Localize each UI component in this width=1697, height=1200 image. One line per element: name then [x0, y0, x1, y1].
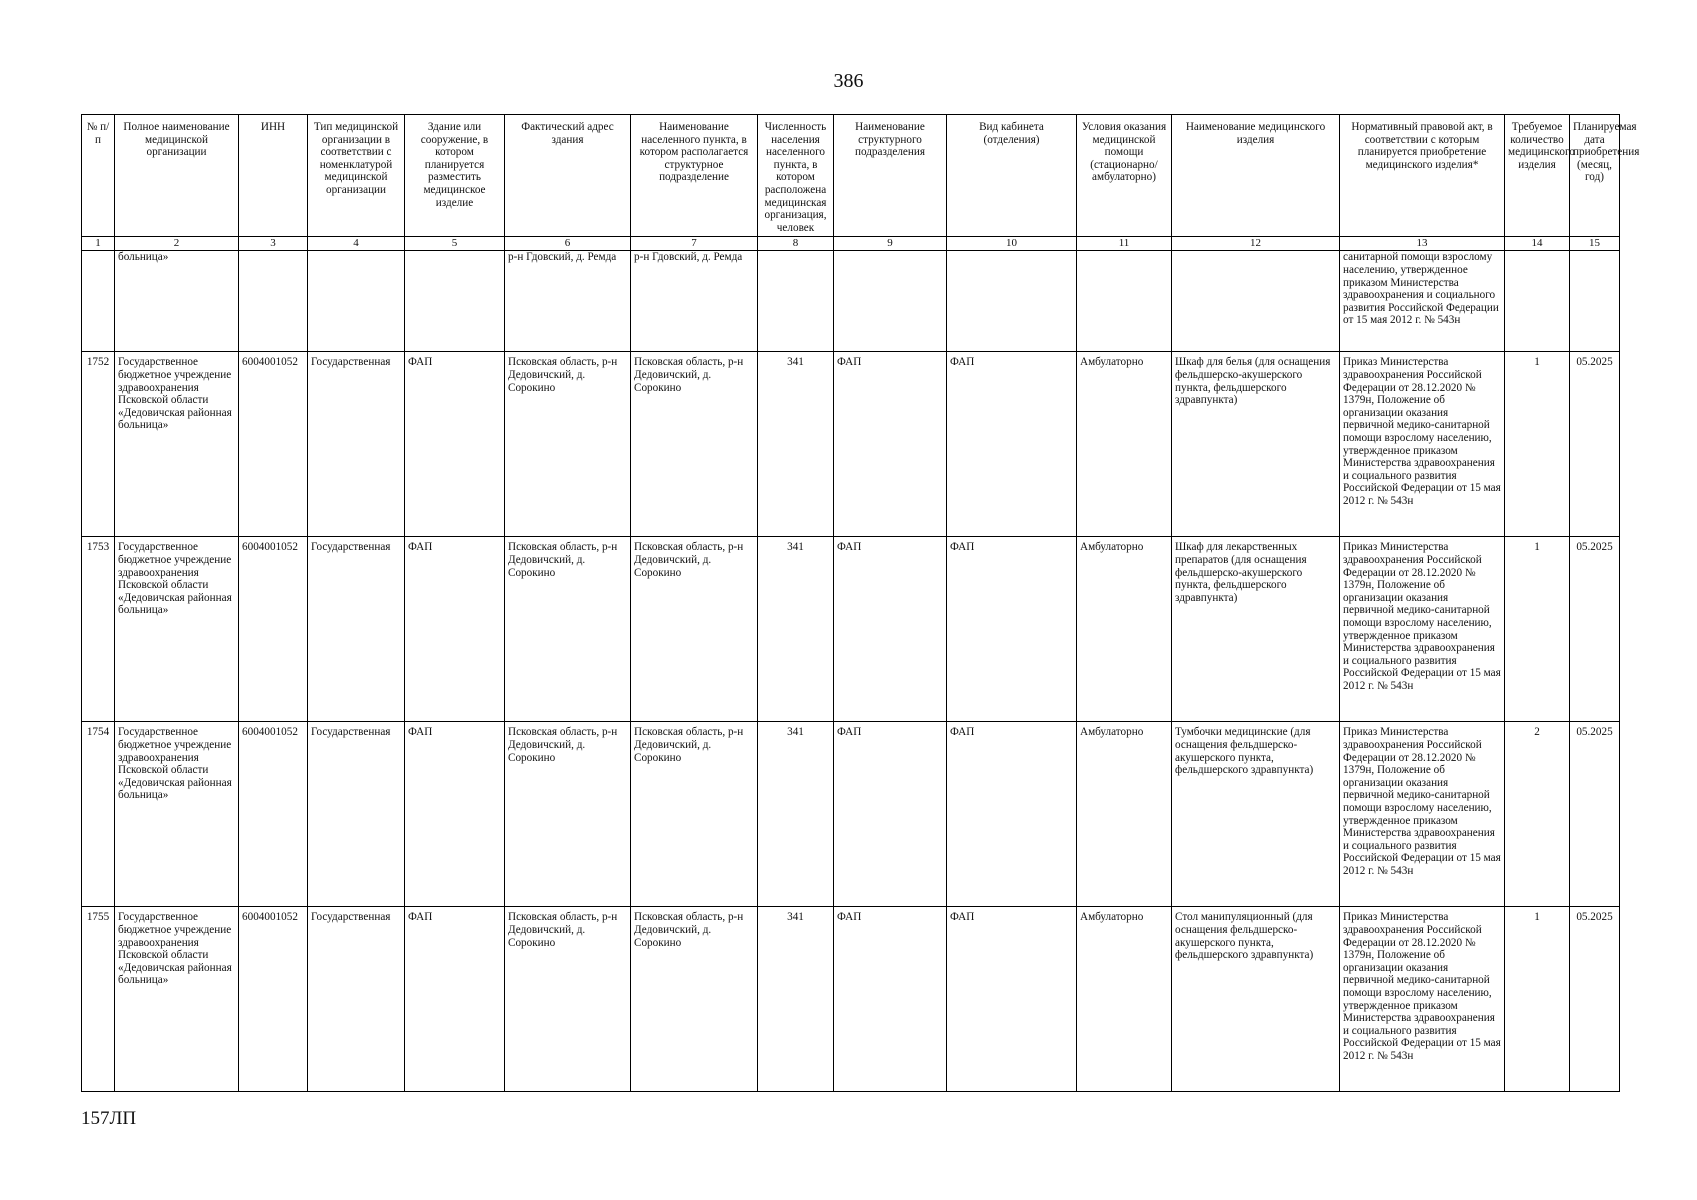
- cell-cabinet: [947, 251, 1077, 352]
- column-number: 15: [1570, 237, 1620, 251]
- cell-qty: 1: [1505, 907, 1570, 1092]
- cell-device: [1172, 251, 1340, 352]
- cell-cabinet: ФАП: [947, 352, 1077, 537]
- cell-unit: ФАП: [834, 352, 947, 537]
- column-number: 8: [758, 237, 834, 251]
- cell-num: 1754: [82, 722, 115, 907]
- cell-org: больница»: [115, 251, 239, 352]
- cell-num: 1755: [82, 907, 115, 1092]
- col-header: Здание или сооружение, в котором планируется разместить медицинское изделие: [405, 115, 505, 237]
- col-header: Фактический адрес здания: [505, 115, 631, 237]
- cell-population: 341: [758, 352, 834, 537]
- cell-inn: 6004001052: [239, 907, 308, 1092]
- cell-act: Приказ Министерства здравоохранения Российской Федерации от 28.12.2020 № 1379н, Положение об организации оказания первичной медико-санитарной помощи взрослому населению, утвержденное приказом Министерства здравоохранения и социального развития Российской Федерации от 15 мая 2012 г. № 543н: [1340, 537, 1505, 722]
- col-header: № п/п: [82, 115, 115, 237]
- cell-cabinet: ФАП: [947, 537, 1077, 722]
- cell-settlement: Псковская область, р-н Дедовичский, д. Сорокино: [631, 352, 758, 537]
- column-number: 14: [1505, 237, 1570, 251]
- cell-building: ФАП: [405, 907, 505, 1092]
- column-number: 4: [308, 237, 405, 251]
- cell-population: [758, 251, 834, 352]
- col-header: Требуемое количество медицинского изделия: [1505, 115, 1570, 237]
- col-header: Тип медицинской организации в соответствии с номенклатурой медицинской организации: [308, 115, 405, 237]
- cell-conditions: Амбулаторно: [1077, 907, 1172, 1092]
- cell-population: 341: [758, 907, 834, 1092]
- continuation-row: [82, 251, 1620, 352]
- cell-unit: ФАП: [834, 537, 947, 722]
- header-row: [82, 115, 1620, 237]
- cell-type: Государственная: [308, 537, 405, 722]
- cell-inn: 6004001052: [239, 537, 308, 722]
- cell-unit: ФАП: [834, 722, 947, 907]
- cell-inn: 6004001052: [239, 722, 308, 907]
- cell-org: Государственное бюджетное учреждение здравоохранения Псковской области «Дедовичская районная больница»: [115, 907, 239, 1092]
- cell-population: 341: [758, 722, 834, 907]
- column-number: 11: [1077, 237, 1172, 251]
- cell-device: Шкаф для лекарственных препаратов (для оснащения фельдшерско-акушерского пункта, фельдшерского здравпункта): [1172, 537, 1340, 722]
- footer-code: 157ЛП: [81, 1108, 137, 1129]
- cell-conditions: Амбулаторно: [1077, 537, 1172, 722]
- cell-inn: 6004001052: [239, 352, 308, 537]
- cell-type: Государственная: [308, 722, 405, 907]
- cell-cabinet: ФАП: [947, 907, 1077, 1092]
- cell-act: Приказ Министерства здравоохранения Российской Федерации от 28.12.2020 № 1379н, Положение об организации оказания первичной медико-санитарной помощи взрослому населению, утвержденное приказом Министерства здравоохранения и социального развития Российской Федерации от 15 мая 2012 г. № 543н: [1340, 907, 1505, 1092]
- column-number: 12: [1172, 237, 1340, 251]
- page-number: 386: [833, 70, 864, 92]
- cell-unit: [834, 251, 947, 352]
- cell-building: ФАП: [405, 722, 505, 907]
- column-number: 1: [82, 237, 115, 251]
- cell-inn: [239, 251, 308, 352]
- column-number: 13: [1340, 237, 1505, 251]
- cell-conditions: [1077, 251, 1172, 352]
- cell-qty: 1: [1505, 537, 1570, 722]
- cell-address: р-н Гдовский, д. Ремда: [505, 251, 631, 352]
- cell-date: 05.2025: [1570, 352, 1620, 537]
- cell-date: 05.2025: [1570, 907, 1620, 1092]
- cell-date: 05.2025: [1570, 537, 1620, 722]
- column-number: 9: [834, 237, 947, 251]
- cell-type: [308, 251, 405, 352]
- col-header: Планируемая дата приобретения (месяц, год): [1570, 115, 1620, 237]
- cell-building: ФАП: [405, 537, 505, 722]
- cell-qty: 1: [1505, 352, 1570, 537]
- procurement-table: [81, 114, 1640, 1092]
- col-header: Наименование населенного пункта, в котором располагается структурное подразделение: [631, 115, 758, 237]
- cell-address: Псковская область, р-н Дедовичский, д. Сорокино: [505, 722, 631, 907]
- cell-num: 1753: [82, 537, 115, 722]
- column-number: 7: [631, 237, 758, 251]
- cell-type: Государственная: [308, 352, 405, 537]
- table-row: [82, 722, 1620, 907]
- cell-address: Псковская область, р-н Дедовичский, д. Сорокино: [505, 907, 631, 1092]
- cell-num: 1752: [82, 352, 115, 537]
- column-number: 3: [239, 237, 308, 251]
- cell-num: [82, 251, 115, 352]
- col-header: Наименование медицинского изделия: [1172, 115, 1340, 237]
- cell-org: Государственное бюджетное учреждение здравоохранения Псковской области «Дедовичская районная больница»: [115, 722, 239, 907]
- cell-type: Государственная: [308, 907, 405, 1092]
- cell-cabinet: ФАП: [947, 722, 1077, 907]
- cell-conditions: Амбулаторно: [1077, 352, 1172, 537]
- column-number: 6: [505, 237, 631, 251]
- cell-population: 341: [758, 537, 834, 722]
- cell-settlement: Псковская область, р-н Дедовичский, д. Сорокино: [631, 722, 758, 907]
- cell-device: Шкаф для белья (для оснащения фельдшерско-акушерского пункта, фельдшерского здравпункта): [1172, 352, 1340, 537]
- col-header: Полное наименование медицинской организации: [115, 115, 239, 237]
- cell-date: [1570, 251, 1620, 352]
- col-header: Вид кабинета (отделения): [947, 115, 1077, 237]
- cell-building: ФАП: [405, 352, 505, 537]
- cell-qty: [1505, 251, 1570, 352]
- col-header: Наименование структурного подразделения: [834, 115, 947, 237]
- cell-qty: 2: [1505, 722, 1570, 907]
- col-header: Нормативный правовой акт, в соответствии с которым планируется приобретение медицинского изделия*: [1340, 115, 1505, 237]
- cell-device: Стол манипуляционный (для оснащения фельдшерско-акушерского пункта, фельдшерского здравпункта): [1172, 907, 1340, 1092]
- table-row: [82, 907, 1620, 1092]
- col-header: Численность населения населенного пункта, в котором расположена медицинская организация, человек: [758, 115, 834, 237]
- cell-address: Псковская область, р-н Дедовичский, д. Сорокино: [505, 352, 631, 537]
- cell-unit: ФАП: [834, 907, 947, 1092]
- column-number: 2: [115, 237, 239, 251]
- table-row: [82, 537, 1620, 722]
- cell-act: Приказ Министерства здравоохранения Российской Федерации от 28.12.2020 № 1379н, Положение об организации оказания первичной медико-санитарной помощи взрослому населению, утвержденное приказом Министерства здравоохранения и социального развития Российской Федерации от 15 мая 2012 г. № 543н: [1340, 352, 1505, 537]
- cell-act: санитарной помощи взрослому населению, утвержденное приказом Министерства здравоохранения и социального развития Российской Федерации от 15 мая 2012 г. № 543н: [1340, 251, 1505, 352]
- column-number: 5: [405, 237, 505, 251]
- cell-date: 05.2025: [1570, 722, 1620, 907]
- cell-settlement: Псковская область, р-н Дедовичский, д. Сорокино: [631, 537, 758, 722]
- cell-org: Государственное бюджетное учреждение здравоохранения Псковской области «Дедовичская районная больница»: [115, 352, 239, 537]
- table-row: [82, 352, 1620, 537]
- cell-settlement: Псковская область, р-н Дедовичский, д. Сорокино: [631, 907, 758, 1092]
- column-number-row: [82, 237, 1620, 251]
- cell-building: [405, 251, 505, 352]
- cell-conditions: Амбулаторно: [1077, 722, 1172, 907]
- column-number: 10: [947, 237, 1077, 251]
- cell-act: Приказ Министерства здравоохранения Российской Федерации от 28.12.2020 № 1379н, Положение об организации оказания первичной медико-санитарной помощи взрослому населению, утвержденное приказом Министерства здравоохранения и социального развития Российской Федерации от 15 мая 2012 г. № 543н: [1340, 722, 1505, 907]
- cell-device: Тумбочки медицинские (для оснащения фельдшерско-акушерского пункта, фельдшерского здравпункта): [1172, 722, 1340, 907]
- col-header: Условия оказания медицинской помощи (стационарно/ амбулаторно): [1077, 115, 1172, 237]
- col-header: ИНН: [239, 115, 308, 237]
- cell-settlement: р-н Гдовский, д. Ремда: [631, 251, 758, 352]
- cell-org: Государственное бюджетное учреждение здравоохранения Псковской области «Дедовичская районная больница»: [115, 537, 239, 722]
- cell-address: Псковская область, р-н Дедовичский, д. Сорокино: [505, 537, 631, 722]
